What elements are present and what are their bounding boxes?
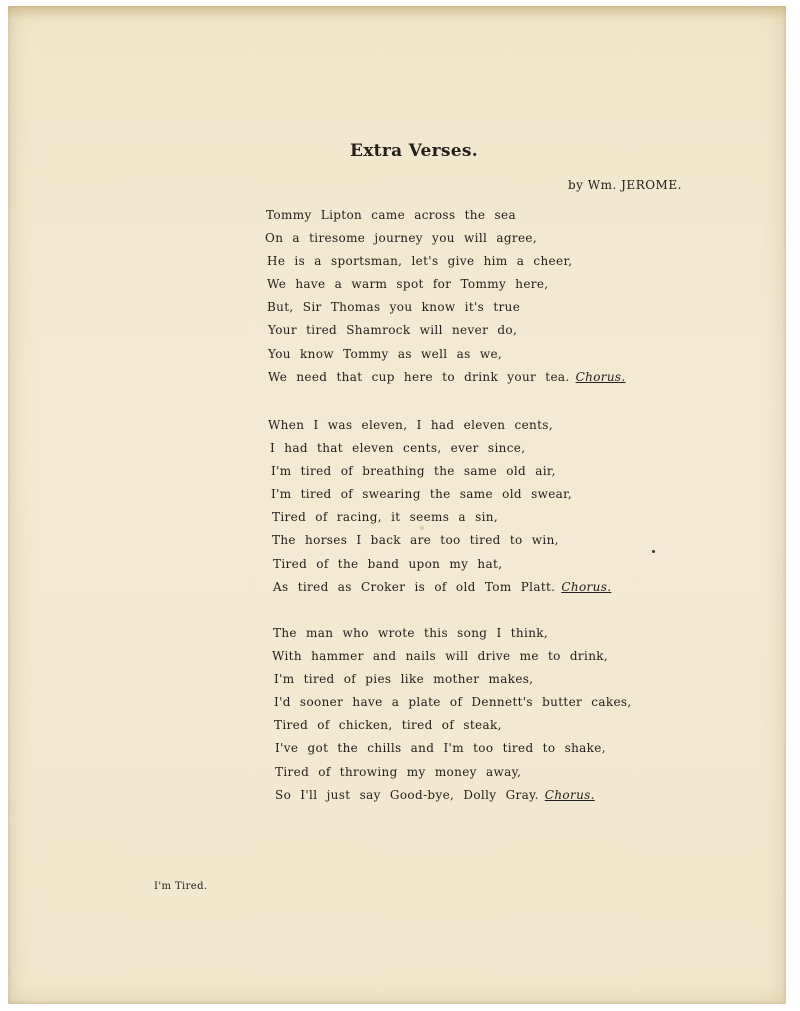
verse-line: I had that eleven cents, ever since,: [270, 441, 526, 456]
chorus-marker: Chorus.: [575, 369, 626, 384]
verse-line: On a tiresome journey you will agree,: [265, 231, 538, 246]
verse-line: When I was eleven, I had eleven cents,: [268, 418, 553, 432]
author-byline: by Wm. JEROME.: [568, 178, 682, 192]
verse-line: You know Tommy as well as we,: [268, 346, 503, 361]
verse-stanza-1: [266, 204, 626, 389]
verse-stanza-2: [266, 414, 611, 599]
page-title: Extra Verses.: [349, 141, 478, 161]
chorus-marker: Chorus.: [561, 579, 612, 594]
verse-line: Tired of racing, it seems a sin,: [272, 510, 499, 525]
verse-line: With hammer and nails will drive me to drink,: [272, 649, 609, 664]
verse-line: Tommy Lipton came across the sea: [266, 208, 516, 222]
verse-line: As tired as Croker is of old Tom Platt. Chorus.: [273, 579, 612, 594]
verse-line: I'd sooner have a plate of Dennett's butter cakes,: [274, 695, 632, 710]
sheet-music-page: [8, 6, 786, 1004]
verse-line: Tired of throwing my money away,: [275, 764, 522, 779]
verse-line: I'm tired of pies like mother makes,: [274, 672, 534, 687]
verse-line: I've got the chills and I'm too tired to shake,: [275, 741, 606, 756]
verse-line: Your tired Shamrock will never do,: [268, 323, 518, 338]
verse-line: I'm tired of swearing the same old swear,: [271, 487, 573, 502]
verse-stanza-3: [266, 622, 632, 807]
ink-speck: [420, 526, 424, 530]
verse-line: But, Sir Thomas you know it's true: [267, 300, 521, 315]
verse-line: We need that cup here to drink your tea. Chorus.: [268, 369, 626, 384]
verse-line: The man who wrote this song I think,: [273, 626, 549, 640]
verse-line: The horses I back are too tired to win,: [272, 533, 559, 548]
ink-speck: [652, 550, 655, 553]
verse-line: Tired of the band upon my hat,: [273, 556, 503, 571]
chorus-marker: Chorus.: [544, 787, 595, 802]
verse-line: We have a warm spot for Tommy here,: [267, 277, 549, 292]
verse-line: He is a sportsman, let's give him a cheer,: [267, 254, 573, 269]
verse-line: Tired of chicken, tired of steak,: [274, 718, 502, 733]
verse-line: So I'll just say Good-bye, Dolly Gray. Chorus.: [275, 787, 595, 802]
song-title-footer: I'm Tired.: [154, 881, 208, 892]
verse-line: I'm tired of breathing the same old air,: [271, 464, 556, 479]
